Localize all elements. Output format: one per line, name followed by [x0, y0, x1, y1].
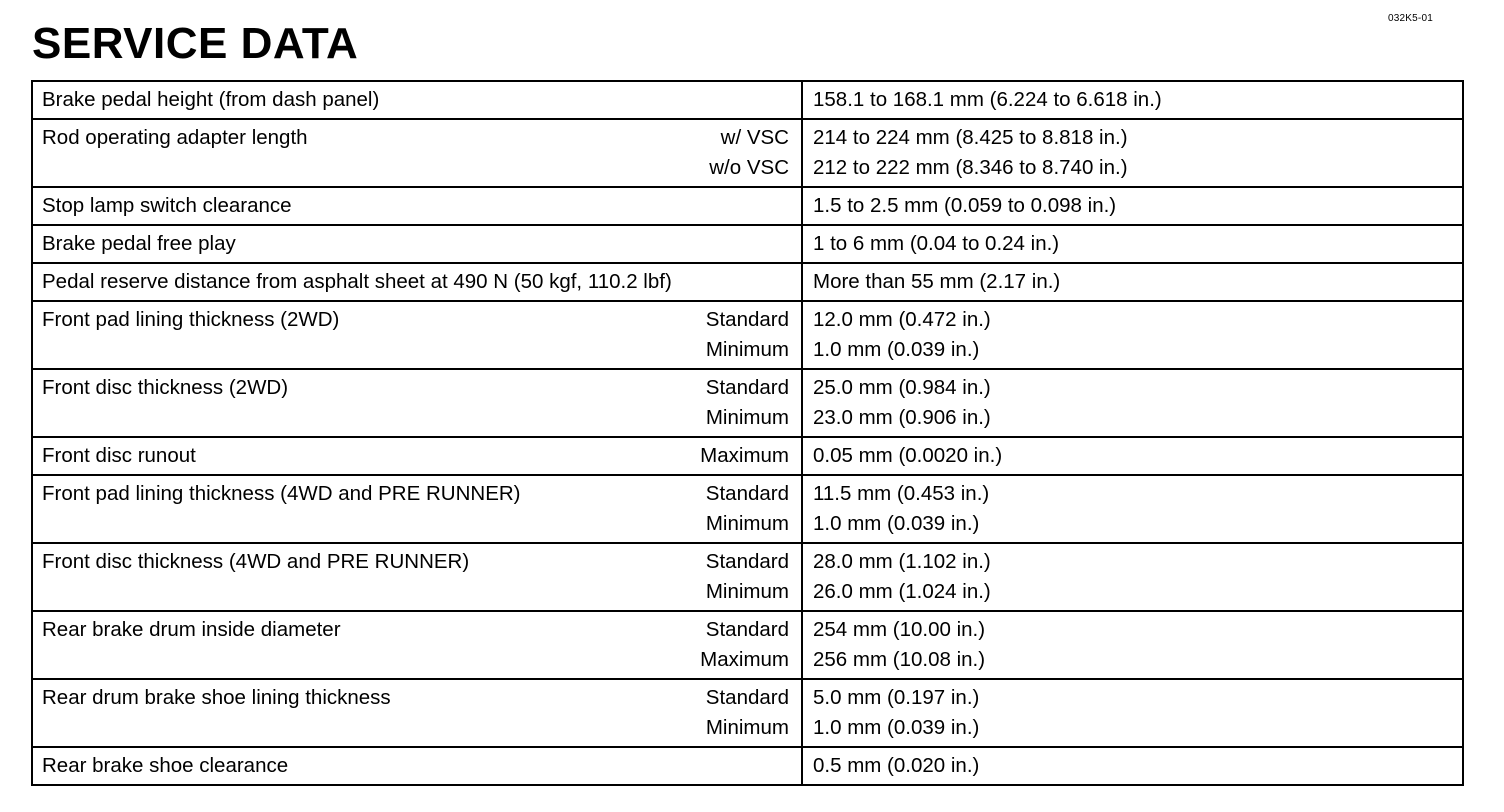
item-cell — [32, 119, 802, 187]
condition-label: Standard — [705, 618, 789, 641]
spec-value: 214 to 224 mm (8.425 to 8.818 in.) — [813, 126, 1128, 149]
value-cell — [802, 119, 1463, 187]
value-list — [812, 615, 1453, 675]
item-label: Front disc thickness (2WD) — [42, 376, 289, 399]
item-label: Rear drum brake shoe lining thickness — [42, 686, 391, 709]
item-label: Front disc runout — [42, 444, 196, 467]
value-cell — [802, 263, 1463, 301]
condition-list — [709, 123, 789, 183]
condition-list — [706, 683, 789, 743]
item-cell — [32, 475, 802, 543]
spec-value: 1.0 mm (0.039 in.) — [813, 338, 980, 361]
value-cell — [802, 543, 1463, 611]
spec-value: 1 to 6 mm (0.04 to 0.24 in.) — [813, 232, 1060, 255]
item-cell-content — [42, 751, 792, 781]
item-label: Brake pedal free play — [42, 232, 236, 255]
condition-list — [706, 305, 789, 365]
table-row — [32, 543, 1463, 611]
value-cell — [802, 301, 1463, 369]
item-cell-content — [42, 683, 792, 743]
condition-label: Minimum — [705, 512, 789, 535]
item-cell — [32, 187, 802, 225]
condition-label: Minimum — [705, 406, 789, 429]
item-label: Rod operating adapter length — [42, 126, 308, 149]
item-cell — [32, 263, 802, 301]
item-cell-content — [42, 441, 792, 471]
item-label: Pedal reserve distance from asphalt sheet at 490 N (50 kgf, 110.2 lbf) — [42, 270, 672, 293]
service-data-rows — [32, 81, 1463, 785]
value-cell — [802, 475, 1463, 543]
item-cell-content — [42, 305, 792, 365]
condition-label: Maximum — [700, 648, 789, 671]
value-cell — [802, 225, 1463, 263]
value-list — [812, 751, 1453, 781]
item-cell — [32, 679, 802, 747]
spec-value: 0.05 mm (0.0020 in.) — [813, 444, 1003, 467]
value-list — [812, 373, 1453, 433]
item-cell — [32, 543, 802, 611]
value-list — [812, 85, 1453, 115]
condition-label: Standard — [705, 482, 789, 505]
spec-value: 11.5 mm (0.453 in.) — [813, 482, 990, 505]
document-code: 032K5-01 — [1388, 13, 1433, 24]
condition-list — [706, 547, 789, 607]
value-cell — [802, 81, 1463, 119]
condition-label: w/ VSC — [720, 126, 789, 149]
spec-value: 254 mm (10.00 in.) — [813, 618, 986, 641]
table-row — [32, 81, 1463, 119]
item-cell — [32, 225, 802, 263]
value-list — [812, 267, 1453, 297]
value-cell — [802, 369, 1463, 437]
item-label: Rear brake shoe clearance — [42, 754, 289, 777]
condition-label: Standard — [705, 308, 789, 331]
item-cell — [32, 369, 802, 437]
table-row — [32, 187, 1463, 225]
spec-value: 1.5 to 2.5 mm (0.059 to 0.098 in.) — [813, 194, 1117, 217]
table-row — [32, 263, 1463, 301]
value-list — [812, 479, 1453, 539]
value-list — [812, 123, 1453, 183]
item-cell-content — [42, 229, 792, 259]
item-cell — [32, 747, 802, 785]
spec-value: 1.0 mm (0.039 in.) — [813, 716, 980, 739]
item-cell — [32, 611, 802, 679]
value-cell — [802, 437, 1463, 475]
spec-value: 212 to 222 mm (8.346 to 8.740 in.) — [813, 156, 1128, 179]
spec-value: 12.0 mm (0.472 in.) — [813, 308, 991, 331]
value-list — [812, 547, 1453, 607]
table-row — [32, 475, 1463, 543]
condition-label: Minimum — [705, 716, 789, 739]
condition-list — [706, 373, 789, 433]
table-row — [32, 119, 1463, 187]
item-cell — [32, 81, 802, 119]
condition-label: Maximum — [700, 444, 789, 467]
table-row — [32, 225, 1463, 263]
table-row — [32, 437, 1463, 475]
table-row — [32, 611, 1463, 679]
spec-value: 25.0 mm (0.984 in.) — [813, 376, 991, 399]
condition-list — [706, 479, 789, 539]
page-title: SERVICE DATA — [32, 19, 359, 68]
item-cell-content — [42, 479, 792, 539]
value-list — [812, 441, 1453, 471]
item-cell-content — [42, 191, 792, 221]
item-cell-content — [42, 123, 792, 183]
item-cell — [32, 437, 802, 475]
value-list — [812, 229, 1453, 259]
spec-value: 23.0 mm (0.906 in.) — [813, 406, 991, 429]
item-label: Front pad lining thickness (4WD and PRE RUNNER) — [42, 482, 521, 505]
condition-label: Standard — [705, 376, 789, 399]
spec-value: 28.0 mm (1.102 in.) — [813, 550, 991, 573]
condition-label: Minimum — [705, 580, 789, 603]
item-cell-content — [42, 615, 792, 675]
service-data-table — [31, 80, 1464, 786]
item-label: Rear brake drum inside diameter — [42, 618, 341, 641]
value-cell — [802, 747, 1463, 785]
value-cell — [802, 679, 1463, 747]
item-cell-content — [42, 373, 792, 433]
item-cell-content — [42, 267, 792, 297]
value-list — [812, 683, 1453, 743]
spec-value: 1.0 mm (0.039 in.) — [813, 512, 980, 535]
condition-label: Minimum — [705, 338, 789, 361]
condition-label: Standard — [705, 550, 789, 573]
item-cell-content — [42, 547, 792, 607]
table-row — [32, 747, 1463, 785]
item-label: Front pad lining thickness (2WD) — [42, 308, 340, 331]
item-cell-content — [42, 85, 792, 115]
condition-list — [700, 441, 789, 471]
spec-value: 256 mm (10.08 in.) — [813, 648, 986, 671]
spec-value: 26.0 mm (1.024 in.) — [813, 580, 991, 603]
spec-value: 5.0 mm (0.197 in.) — [813, 686, 980, 709]
table-row — [32, 301, 1463, 369]
condition-label: Standard — [705, 686, 789, 709]
condition-label: w/o VSC — [709, 156, 789, 179]
condition-list — [700, 615, 789, 675]
value-cell — [802, 611, 1463, 679]
spec-value: 158.1 to 168.1 mm (6.224 to 6.618 in.) — [813, 88, 1162, 111]
item-label: Stop lamp switch clearance — [42, 194, 292, 217]
spec-value: More than 55 mm (2.17 in.) — [813, 270, 1061, 293]
table-row — [32, 369, 1463, 437]
value-list — [812, 191, 1453, 221]
value-list — [812, 305, 1453, 365]
table-row — [32, 679, 1463, 747]
item-label: Front disc thickness (4WD and PRE RUNNER) — [42, 550, 470, 573]
value-cell — [802, 187, 1463, 225]
item-cell — [32, 301, 802, 369]
spec-value: 0.5 mm (0.020 in.) — [813, 754, 980, 777]
item-label: Brake pedal height (from dash panel) — [42, 88, 380, 111]
